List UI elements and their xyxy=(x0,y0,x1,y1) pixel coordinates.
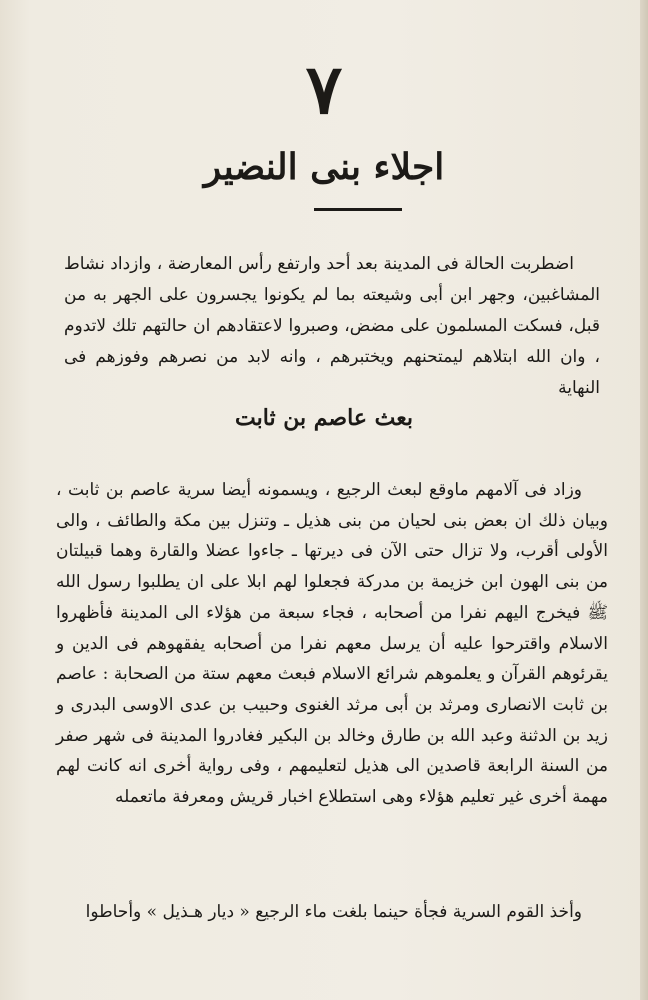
title-divider xyxy=(314,208,402,211)
section-paragraph-continued: وأخذ القوم السرية فجأة حينما بلغت ماء الرجيع « ديار هـذيل » وأحاطوا xyxy=(85,902,582,922)
chapter-number: ٧ xyxy=(305,50,343,130)
section-heading: بعث عاصم بن ثابت xyxy=(235,405,413,431)
intro-paragraph: اضطربت الحالة فى المدينة بعد أحد وارتفع رأس المعارضة ، وازداد نشاط المشاغبين، وجهر ابن أبى وشيعته بما لم يكونوا يجسرون على الجهر به من قبل، فسكت المسلمون على مضض، وصبروا لاعتقادهم ان حالتهم تلك لاتدوم ، وان الله ابتلاهم ليمتحنهم ويختبرهم ، وانه لابد من نصرهم وفوزهم فى النهاية xyxy=(64,254,600,398)
section-paragraph: وزاد فى آلامهم ماوقع لبعث الرجيع ، ويسمونه أيضا سرية عاصم بن ثابت ، وبيان ذلك ان بعض بنى لحيان من بنى هذيل ـ وتنزل بين مكة والطائف ، والى الأولى أقرب، ولا تزال حتى الآن فى ديرتها ـ جاءوا عضلا والقارة وهما قبيلتان من بنى الهون ابن خزيمة بن مدركة فجعلوا لهم ابلا على ان يطلبوا رسول الله ﷺ فيخرج اليهم نفرا من أصحابه ، فجاء سبعة من هؤلاء الى المدينة فأظهروا الاسلام واقترحوا عليه أن يرسل معهم نفرا من أصحابه يفقهوهم فى الدين و يقرئوهم القرآن و يعلموهم شرائع الاسلام فبعث معهم ستة من الصحابة : عاصم بن ثابت الانصارى ومرثد بن أبى مرثد الغنوى وحبيب بن عدى الاوسى البدرى و زيد بن الدثنة وعبد الله بن طارق وخالد بن البكير فغادروا المدينة فى شهر صفر من السنة الرابعة قاصدين الى هذيل لتعليمهم ، وفى رواية أخرى انه كانت لهم مهمة أخرى غير تعليم هؤلاء وهى استطلاع اخبار قريش ومعرفة ماتعمله xyxy=(56,480,608,808)
chapter-title: اجلاء بنى النضير xyxy=(203,146,445,188)
